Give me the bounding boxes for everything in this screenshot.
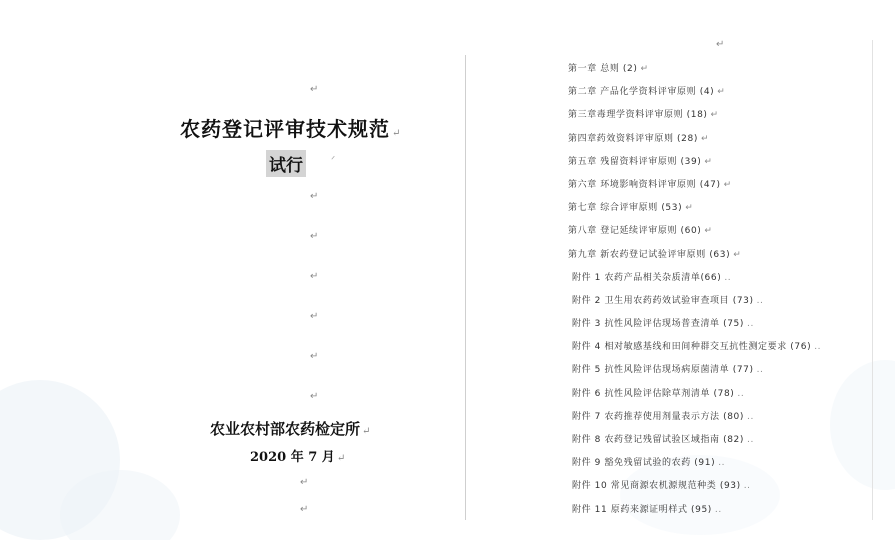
toc-appendix[interactable]: 附件 11 原药来源证明样式 (95) .. xyxy=(572,504,722,515)
paragraph-mark: ↵ xyxy=(310,311,319,322)
paragraph-mark: ↵ xyxy=(310,231,319,242)
paragraph-mark: ↵ xyxy=(716,39,725,50)
cover-date[interactable] xyxy=(250,446,345,465)
table-of-contents xyxy=(568,60,868,524)
toc-chapter[interactable]: 第九章 新农药登记试验评审原则 (63) ↵ xyxy=(568,249,742,260)
toc-appendix[interactable]: 附件 4 相对敏感基线和田间种群交互抗性测定要求 (76) .. xyxy=(572,342,822,353)
paragraph-mark: ↵ xyxy=(310,391,319,402)
cover-title-text: 农药登记评审技术规范 xyxy=(180,117,390,141)
cover-organization[interactable] xyxy=(210,418,370,439)
toc-chapter[interactable]: 第八章 登记延续评审原则 (60) ↵ xyxy=(568,226,713,237)
toc-chapter[interactable]: 第五章 残留资料评审原则 (39) ↵ xyxy=(568,156,713,167)
toc-appendix[interactable]: 附件 7 农药推荐使用剂量表示方法 (80) .. xyxy=(572,411,754,422)
toc-chapter[interactable]: 第二章 产品化学资料评审原则 (4) ↵ xyxy=(568,87,726,98)
date-text: 2020 年 7 月 xyxy=(250,450,335,465)
cursor-mark: ᐟ xyxy=(331,155,336,166)
organization-text: 农业农村部农药检定所 xyxy=(210,420,361,438)
page-edge xyxy=(872,40,873,520)
paragraph-mark: ↵ xyxy=(362,426,371,437)
toc-appendix[interactable]: 附件 9 豁免残留试验的农药 (91) .. xyxy=(572,458,726,469)
toc-chapter[interactable]: 第三章毒理学资料评审原则 (18) ↵ xyxy=(568,110,719,121)
paragraph-mark: ↵ xyxy=(392,128,402,139)
page-divider xyxy=(465,55,466,520)
toc-chapter[interactable]: 第一章 总则 (2) ↵ xyxy=(568,64,649,74)
toc-appendix[interactable]: 附件 1 农药产品相关杂质清单(66) .. xyxy=(572,272,732,283)
paragraph-mark: ↵ xyxy=(336,453,346,464)
paragraph-mark: ↵ xyxy=(310,84,319,95)
toc-appendix[interactable]: 附件 5 抗性风险评估现场病原菌清单 (77) .. xyxy=(572,365,764,376)
paragraph-mark: ↵ xyxy=(310,191,319,202)
paragraph-mark: ↵ xyxy=(300,477,309,488)
toc-chapter[interactable]: 第七章 综合评审原则 (53) ↵ xyxy=(568,203,694,214)
paragraph-mark: ↵ xyxy=(310,271,319,282)
toc-appendix[interactable]: 附件 3 抗性风险评估现场普查清单 (75) .. xyxy=(572,319,754,330)
cover-title[interactable] xyxy=(180,113,401,142)
cover-subtitle[interactable]: 试行 xyxy=(266,150,306,177)
toc-appendix[interactable]: 附件 10 常见商源农机源规范种类 (93) .. xyxy=(572,481,751,492)
paragraph-mark: ↵ xyxy=(300,504,309,515)
toc-appendix[interactable]: 附件 6 抗性风险评估除草剂清单 (78) .. xyxy=(572,388,745,399)
toc-chapter[interactable]: 第四章药效资料评审原则 (28) ↵ xyxy=(568,133,710,144)
toc-appendix[interactable]: 附件 8 农药登记残留试验区域指南 (82) .. xyxy=(572,435,754,445)
paragraph-mark: ↵ xyxy=(310,351,319,362)
toc-appendix[interactable]: 附件 2 卫生用农药药效试验审查项目 (73) .. xyxy=(572,295,764,306)
toc-chapter[interactable]: 第六章 环境影响资料评审原则 (47) ↵ xyxy=(568,179,732,190)
